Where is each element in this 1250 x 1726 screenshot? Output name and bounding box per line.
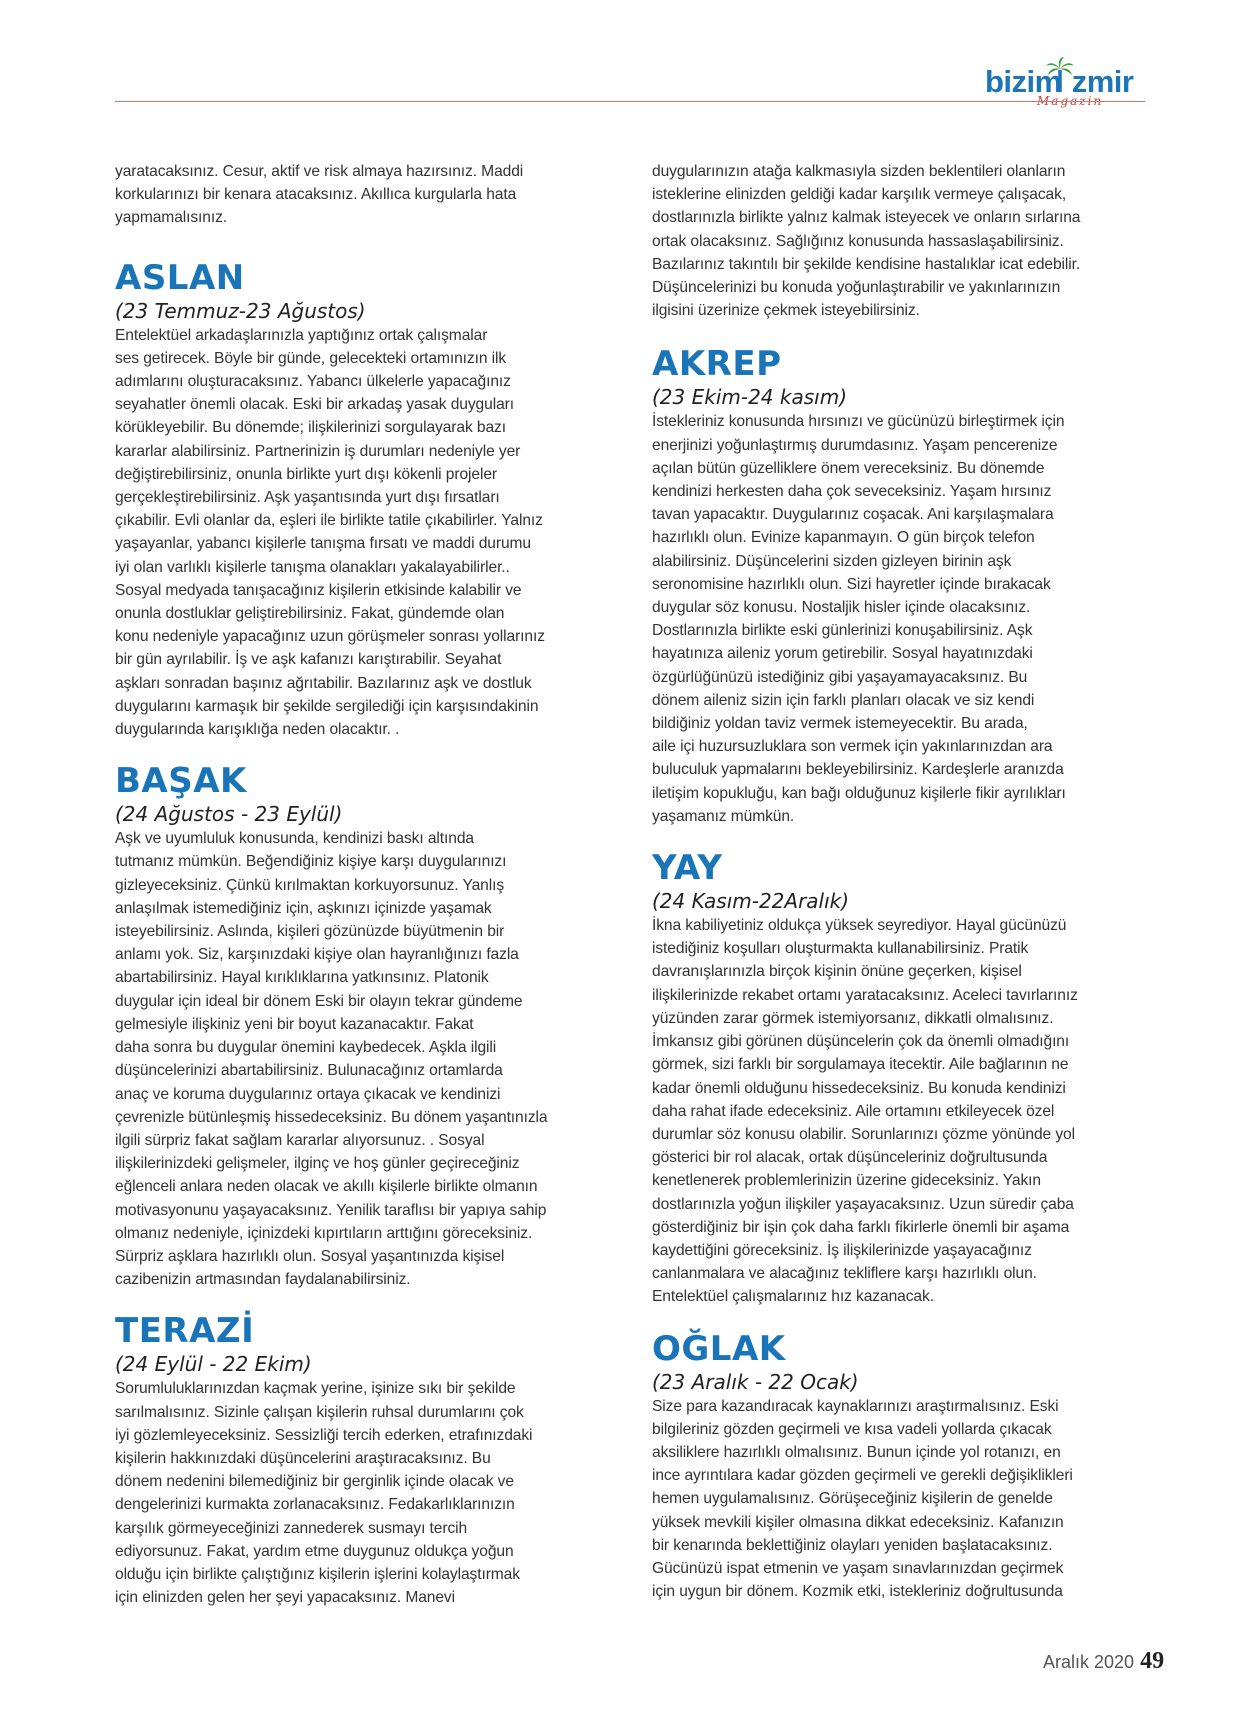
sign-title: BAŞAK bbox=[115, 761, 247, 802]
sign-body: İstekleriniz konusunda hırsınızı ve gücünüzü birleştirmek için enerjinizi yoğunlaştırmış durumdasınız. Yaşam pencerenize açılan bütün güzelliklere önem vereceksiniz. Bu dönemde kendinizi herkesten daha çok seveceksiniz. Yaşam hırsınız tavan yapacaktır. Duygularınız coşacak. Ani karşılaşmalara hazırlıklı olun. Evinize kapanmayın. O gün birçok telefon alabilirsiniz. Düşüncelerini sizden gizleyen birinin aşk seronomisine hazırlıklı olun. Sizi hayretler içinde bırakacak duygular söz konusu. Nostaljik hisler içinde olacaksınız. Dostlarınızla birlikte eski günlerinizi konuşabilirsiniz. Aşk hayatınıza aileniz yorum getirebilir. Sosyal hayatınızdaki özgürlüğünüzü istediğiniz gibi yaşayamayacaksınız. Bu dönem aileniz sizin için farklı planları olacak ve siz kendi bildiğiniz yoldan taviz vermek istemeyecektir. Bu arada, aile içi huzursuzluklara son vermek için yakınlarınızdan ara buluculuk yapmalarını bekleyebilirsiniz. Kardeşlerle aranızda iletişim kopukluğu, kan bağı olduğunuz kişilerle fikir ayrılıkları yaşamanız mümkün. bbox=[652, 413, 1066, 825]
sign-dates: (23 Aralık - 22 Ocak) bbox=[652, 1369, 859, 1394]
logo-tagline: Magazin bbox=[1037, 94, 1104, 108]
sign-body: İkna kabiliyetiniz oldukça yüksek seyrediyor. Hayal gücünüzü istediğiniz koşulları oluşturmakta kullanabilirsiniz. Pratik davranışlarınızla birçok kişinin önüne geçerken, kişisel ilişkilerinizde rekabet ortamı yaratacaksınız. Aceleci tavırlarınız yüzünden zarar görmek istemiyorsanız, dikkatli olmalısınız. İmkansız gibi görünen düşüncelerin çok da önemli olmadığını görmek, sizi farklı bir sorgulamaya itecektir. Aile bağlarının ne kadar önemli olduğunu hissedeceksiniz. Bu konuda kendinizi daha rahat ifade edeceksiniz. Aile ortamını etkileyecek özel durumlar söz konusu olabilir. Sorunlarınızı çözme yönünde yol gösterici bir rol alacak, ortak düşünceleriniz doğrultusunda kenetlenerek problemlerinizin üzerine gideceksiniz. Yakın dostlarınızla yoğun ilişkiler yaşayacaksınız. Uzun süredir çaba gösterdiğiniz bir işin çok daha farklı fikirlerle önemli bir aşama kaydettiğini göreceksiniz. İş ilişkilerinizde yaşayacağınız canlanmalara ve alacağınız tekliflere karşı hazırlıklı olun. Entelektüel çalışmalarınız hız kazanacak. bbox=[652, 917, 1078, 1306]
sign-dates: (24 Kasım-22Aralık) bbox=[652, 889, 850, 914]
sign-section-akrep bbox=[652, 344, 1132, 828]
left-intro-text: yaratacaksınız. Cesur, aktif ve risk almaya hazırsınız. Maddi korkularınızı bir kenara atacaksınız. Akıllıca kurgularla hata yapmamalısınız. bbox=[115, 163, 524, 227]
sign-title: OĞLAK bbox=[652, 1328, 786, 1369]
sign-title: TERAZİ bbox=[115, 1311, 255, 1352]
sign-section-basak bbox=[115, 761, 595, 1291]
sign-section-yay bbox=[652, 848, 1132, 1308]
sign-dates: (24 Eylül - 22 Ekim) bbox=[115, 1352, 312, 1377]
logo-wordmark: bizim zmir bbox=[985, 64, 1134, 99]
sign-dates: (24 Ağustos - 23 Eylül) bbox=[115, 802, 343, 827]
right-intro-text: duygularınızın atağa kalkmasıyla sizden beklentileri olanların isteklerine elinizden geldiği kadar karşılık vermeye çalışacak, dostlarınızla birlikte yalnız kalmak isteyecek ve onların sırlarına ortak olacaksınız. Sağlığınız konusunda hassaslaşabilirsiniz. Bazılarınız takıntılı bir şekilde kendisine hastalıklar icat edebilir. Düşüncelerinizi bu konuda yoğunlaştırabilir ve yakınlarınızın ilgisini üzerinize çekmek isteyebilirsiniz. bbox=[652, 163, 1081, 320]
sign-dates: (23 Ekim-24 kasım) bbox=[652, 385, 847, 410]
page-footer bbox=[1043, 1648, 1164, 1675]
right-column bbox=[652, 160, 1132, 1603]
sign-body: Aşk ve uyumluluk konusunda, kendinizi baskı altında tutmanız mümkün. Beğendiğiniz kişiye karşı duygularınızı gizleyeceksiniz. Çünkü kırılmaktan korkuyorsunuz. Yanlış anlaşılmak istemediğiniz için, aşkınızı içinizde yaşamak isteyebilirsiniz. Aslında, kişileri gözünüzde büyütmenin bir anlamı yok. Siz, karşınızdaki kişiye olan hayranlığınızı fazla abartabilirsiniz. Hayal kırıklıklarına yatkınsınız. Platonik duygular için ideal bir dönem Eski bir olayın tekrar gündeme gelmesiyle ilişkiniz yeni bir boyut kazanacaktır. Fakat daha sonra bu duygular önemini kaybedecek. Aşkla ilgili düşüncelerinizi abartabilirsiniz. Bulunacağınız ortamlarda anaç ve koruma duygularınız ortaya çıkacak ve kendinizi çevrenizle bütünleşmiş hissedeceksiniz. Bu dönem yaşantınızla ilgili sürpriz fakat sağlam kararlar alıyorsunuz. . Sosyal ilişkilerinizdeki gelişmeler, ilginç ve hoş günler geçireceğiniz eğlenceli anlara neden olacak ve akıllı kişilerle birlikte olmanın motivasyonunu yaşayacaksınız. Yenilik taraflısı bir yapıya sahip olmanız nedeniyle, içinizdeki kıpırtıların arttığını göreceksiniz. Sürpriz aşklara hazırlıklı olun. Sosyal yaşantınızda kişisel cazibenizin artmasından faydalanabilirsiniz. bbox=[115, 830, 548, 1289]
page-number: 49 bbox=[1140, 1648, 1165, 1674]
issue-date: Aralık 2020 bbox=[1043, 1652, 1135, 1672]
sign-body: Size para kazandıracak kaynaklarınızı araştırmalısınız. Eski bilgileriniz gözden geçirmeli ve kısa vadeli yollarda çıkacak aksiliklere hazırlıklı olmalısınız. Bunun içinde yol rotanızı, en ince ayrıntılara kadar gözden geçirmeli ve gerekli değişiklikleri hemen uygulamalısınız. Görüşeceğiniz kişilerin de genelde yüksek mevkili kişiler olmasına dikkat edeceksiniz. Kafanızın bir kenarında beklettiğiniz olayları yeniden başlatacaksınız. Gücünüzü ispat etmenin ve yaşam sınavlarınızdan geçirmek için uygun bir dönem. Kozmik etki, istekleriniz doğrultusunda bbox=[652, 1397, 1073, 1601]
magazine-logo bbox=[985, 58, 1150, 114]
sign-body: Entelektüel arkadaşlarınızla yaptığınız ortak çalışmalar ses getirecek. Böyle bir günde, gelecekteki ortamınızın ilk adımlarını oluşturacaksınız. Yabancı ülkelerle yapacağınız seyahatler önemli olacak. Eski bir arkadaş yasak duyguları körükleyebilir. Bu dönemde; ilişkilerinizi sorgulayarak bazı kararlar alabilirsiniz. Partnerinizin iş durumları nedeniyle yer değiştirebilirsiniz, onunla birlikte yurt dışı kökenli projeler gerçekleştirebilirsiniz. Aşk yaşantısında yurt dışı fırsatları çıkabilir. Evli olanlar da, eşleri ile birlikte tatile çıkabilirler. Yalnız yaşayanlar, yabancı kişilerle tanışma fırsatı ve maddi durumu iyi olan varlıklı kişilerle tanışma olanakları yakalayabilirler.. Sosyal medyada tanışacağınız kişilerin etkisinde kalabilir ve onunla dostluklar geliştirebilirsiniz. Fakat, gündemde olan konu nedeniyle yapacağınız uzun görüşmeler sonrası yollarınız bir gün ayrılabilir. İş ve aşk kafanızı karıştırabilir. Seyahat aşkları sonradan başınız ağrıtabilir. Bazılarınız aşk ve dostluk duygularını karmaşık bir şekilde sergilediği için karşısındakinin duygularında karışıklığa neden olacaktır. . bbox=[115, 326, 545, 739]
sign-section-oglak bbox=[652, 1329, 1132, 1604]
sign-title: YAY bbox=[652, 848, 723, 889]
sign-dates: (23 Temmuz-23 Ağustos) bbox=[115, 298, 366, 323]
sign-title: ASLAN bbox=[115, 257, 245, 298]
header-rule bbox=[115, 101, 1145, 102]
palm-tree-icon bbox=[1045, 56, 1075, 96]
sign-title: AKREP bbox=[652, 344, 782, 385]
sign-section-aslan bbox=[115, 258, 595, 742]
left-column bbox=[115, 160, 595, 1609]
sign-body: Sorumluluklarınızdan kaçmak yerine, işinize sıkı bir şekilde sarılmalısınız. Sizinle çalışan kişilerin ruhsal durumlarını çok iyi gözlemleyeceksiniz. Sessizliği tercih ederken, etrafınızdaki kişilerin hakkınızdaki düşüncelerini araştıracaksınız. Bu dönem nedenini bilemediğiniz bir gerginlik içinde olacak ve dengelerinizi kurmakta zorlanacaksınız. Fedakarlıklarınızın karşılık görmeyeceğinizi zannederek susmayı tercih ediyorsunuz. Fakat, yardım etme duygunuz oldukça yoğun olduğu için birlikte çalıştığınız kişilerin işlerini kolaylaştırmak için elinizden gelen her şeyi yapacaksınız. Manevi bbox=[115, 1380, 533, 1607]
sign-section-terazi bbox=[115, 1311, 595, 1609]
